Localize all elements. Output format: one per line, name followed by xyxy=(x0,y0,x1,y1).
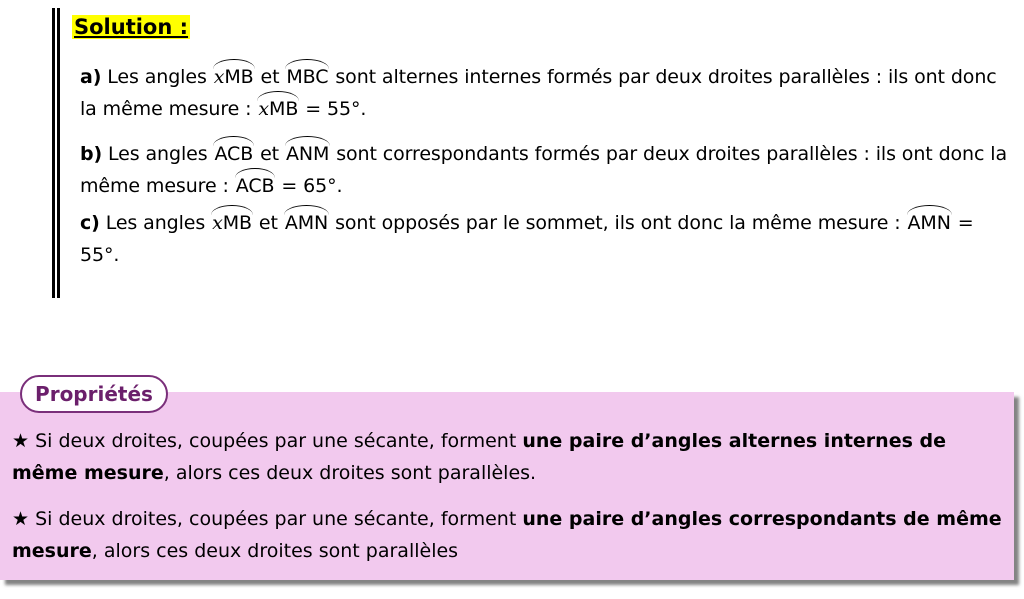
item-text: et xyxy=(252,212,284,234)
item-label: c) xyxy=(80,212,100,234)
item-text: et xyxy=(254,66,286,88)
item-label: b) xyxy=(80,143,103,165)
solution-title: Solution : xyxy=(74,15,189,39)
solution-item-c xyxy=(80,207,1010,271)
angle-symbol: xMB xyxy=(257,93,299,125)
star-icon: ★ xyxy=(12,430,30,452)
angle-symbol: AMN xyxy=(907,207,952,239)
property-item xyxy=(12,425,1002,489)
item-text: Les angles xyxy=(101,66,213,88)
angle-symbol: ACB xyxy=(235,170,276,202)
solution-item-b xyxy=(80,138,1010,202)
item-text: et xyxy=(254,143,285,165)
item-text: Les angles xyxy=(99,212,212,234)
item-text: = 65°. xyxy=(275,175,343,197)
item-text: sont opposés par le sommet, ils ont donc la même mesure : xyxy=(329,212,907,234)
solution-margin-bar xyxy=(57,8,60,298)
angle-symbol: ACB xyxy=(213,138,254,170)
star-icon: ★ xyxy=(12,508,30,530)
item-text: = 55°. xyxy=(299,98,367,120)
item-label: a) xyxy=(80,66,102,88)
angle-symbol: xMB xyxy=(213,61,255,93)
property-text: Si deux droites, coupées par une sécante, forment xyxy=(29,508,523,530)
item-text: Les angles xyxy=(102,143,214,165)
property-text: , alors ces deux droites sont parallèles xyxy=(91,540,459,562)
angle-symbol: xMB xyxy=(211,207,253,239)
item-text: = 55°. xyxy=(80,212,974,266)
property-item xyxy=(12,503,1002,567)
angle-symbol: ANM xyxy=(285,138,330,170)
property-text: , alors ces deux droites sont parallèles. xyxy=(163,462,537,484)
solution-margin-bar xyxy=(52,8,55,298)
angle-symbol: MBC xyxy=(285,61,329,93)
property-emphasis: une paire d’angles alternes internes de même mesure xyxy=(12,430,947,484)
property-text: Si deux droites, coupées par une sécante, forment xyxy=(29,430,523,452)
item-text: sont alternes internes formés par deux droites parallèles : ils ont donc la même mesure : xyxy=(80,66,997,120)
property-emphasis: une paire d’angles correspondants de même mesure xyxy=(12,508,1002,562)
solution-item-a xyxy=(80,61,1010,125)
angle-symbol: AMN xyxy=(284,207,329,239)
properties-title: Propriétés xyxy=(20,375,168,413)
item-text: sont correspondants formés par deux droites parallèles : ils ont donc la même mesure : xyxy=(80,143,1008,197)
